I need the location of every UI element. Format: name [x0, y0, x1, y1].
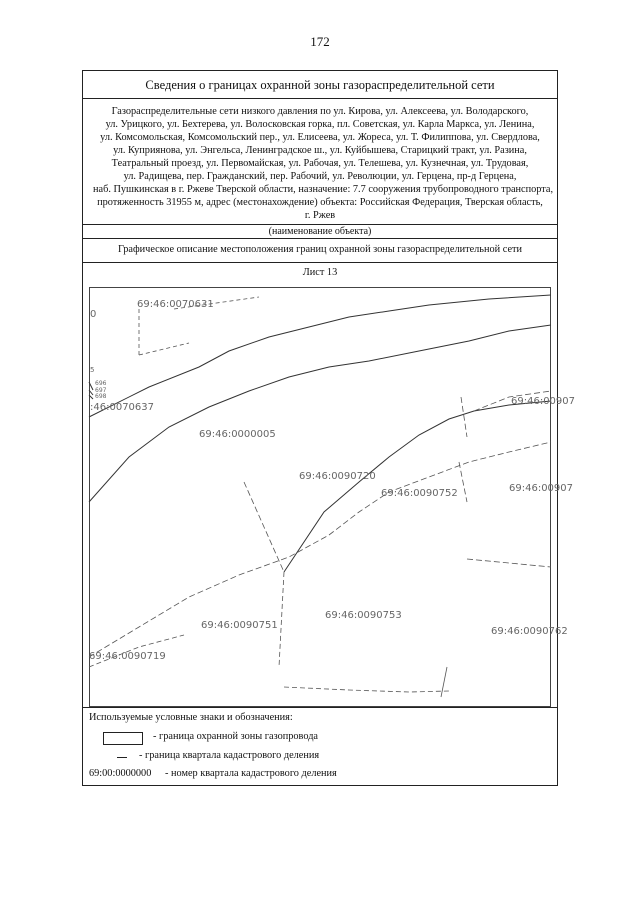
- point-number-label: 697: [95, 387, 107, 394]
- quarter-number-label: 69:46:0090751: [201, 620, 278, 631]
- point-number-label: 696: [95, 380, 107, 387]
- description-line: Газораспределительные сети низкого давления по ул. Кирова, ул. Алексеева, ул. Володарского,: [111, 106, 529, 117]
- quarter-number-label: 69:46:0070631: [137, 299, 214, 310]
- map-frame: [90, 288, 551, 707]
- quarter-boundary-short-right: [441, 667, 447, 697]
- object-description: [83, 99, 557, 225]
- description-line: ул. Комсомольская, Комсомольский пер., ул. Елисеева, ул. Жореса, ул. Т. Филиппова, ул. Свердлова,: [100, 132, 540, 143]
- quarter-number-label: 5: [90, 366, 95, 374]
- quarter-number-label: 69:46:00907: [511, 396, 575, 407]
- description-line: ул. Радищева, пер. Гражданский, пер. Рабочий, ул. Революции, ул. Герцена, пр-д Герцена,: [123, 171, 517, 182]
- quarter-number-label: 69:46:0090762: [491, 626, 568, 637]
- legend-title: Используемые условные знаки и обозначения:: [89, 712, 293, 723]
- quarter-number-label: 69:46:00907: [509, 483, 573, 494]
- point-number-label: 698: [95, 393, 107, 400]
- quarter-number-label: 69:46:0090752: [381, 488, 458, 499]
- description-line: ул. Урицкого, ул. Бехтерева, ул. Волосковская горка, пл. Советская, ул. Карла Маркса, ул. Ленина,: [105, 119, 535, 130]
- quarter-number-label: 0: [90, 309, 97, 320]
- description-line: протяженность 31955 м, адрес (местонахождение) объекта: Российская Федерация, Тверская область,: [97, 197, 543, 208]
- quarter-number-label: 69:46:0090719: [89, 651, 166, 662]
- description-line: Театральный проезд, ул. Первомайская, ул. Рабочая, ул. Телешева, ул. Кузнечная, ул. Трудовая,: [111, 158, 529, 169]
- object-name-caption: (наименование объекта): [83, 225, 557, 239]
- quarter-number-label: :46:0070637: [90, 402, 154, 413]
- quarter-boundary-symbol: [117, 757, 127, 758]
- document-title: Сведения о границах охранной зоны газораспределительной сети: [83, 71, 557, 99]
- page-number: 172: [310, 34, 330, 49]
- zone-boundary-symbol: [103, 732, 143, 745]
- legend-item-text: - номер квартала кадастрового деления: [165, 768, 337, 779]
- zone-boundary-upper: [89, 295, 551, 417]
- quarter-number-label: 69:46:0000005: [199, 429, 276, 440]
- quarter-boundary-bottom: [284, 687, 449, 692]
- quarter-boundary-vertical-middle: [244, 482, 284, 572]
- quarter-boundary-vertical-right: [459, 462, 467, 502]
- quarter-number-label: 69:46:0090753: [325, 610, 402, 621]
- sheet-label: Лист 13: [302, 267, 338, 278]
- legend-item-text: - граница охранной зоны газопровода: [153, 731, 319, 742]
- description-line: наб. Пушкинская в г. Ржеве Тверской области, назначение: 7.7 сооружения трубопроводного транспорта,: [93, 184, 554, 195]
- quarter-number-label: 69:46:0090720: [299, 471, 376, 482]
- quarter-boundary-vertical-left: [279, 572, 284, 667]
- graphic-description-title: Графическое описание местоположения границ охранной зоны газораспределительной сети: [83, 239, 557, 263]
- quarter-boundary-right-lower: [467, 559, 551, 567]
- cadastral-map: [89, 287, 575, 707]
- description-line: ул. Куприянова, ул. Энгельса, Ленинградское ш., ул. Куйбышева, Старицкий тракт, ул. Разина,: [113, 145, 527, 156]
- document-frame: [82, 70, 575, 786]
- legend: [83, 707, 557, 787]
- description-line: г. Ржев: [304, 210, 336, 221]
- quarter-boundary-right-mid: [461, 397, 467, 437]
- legend-item-text: - граница квартала кадастрового деления: [139, 750, 320, 761]
- quarter-number-symbol: 69:00:0000000: [89, 768, 152, 779]
